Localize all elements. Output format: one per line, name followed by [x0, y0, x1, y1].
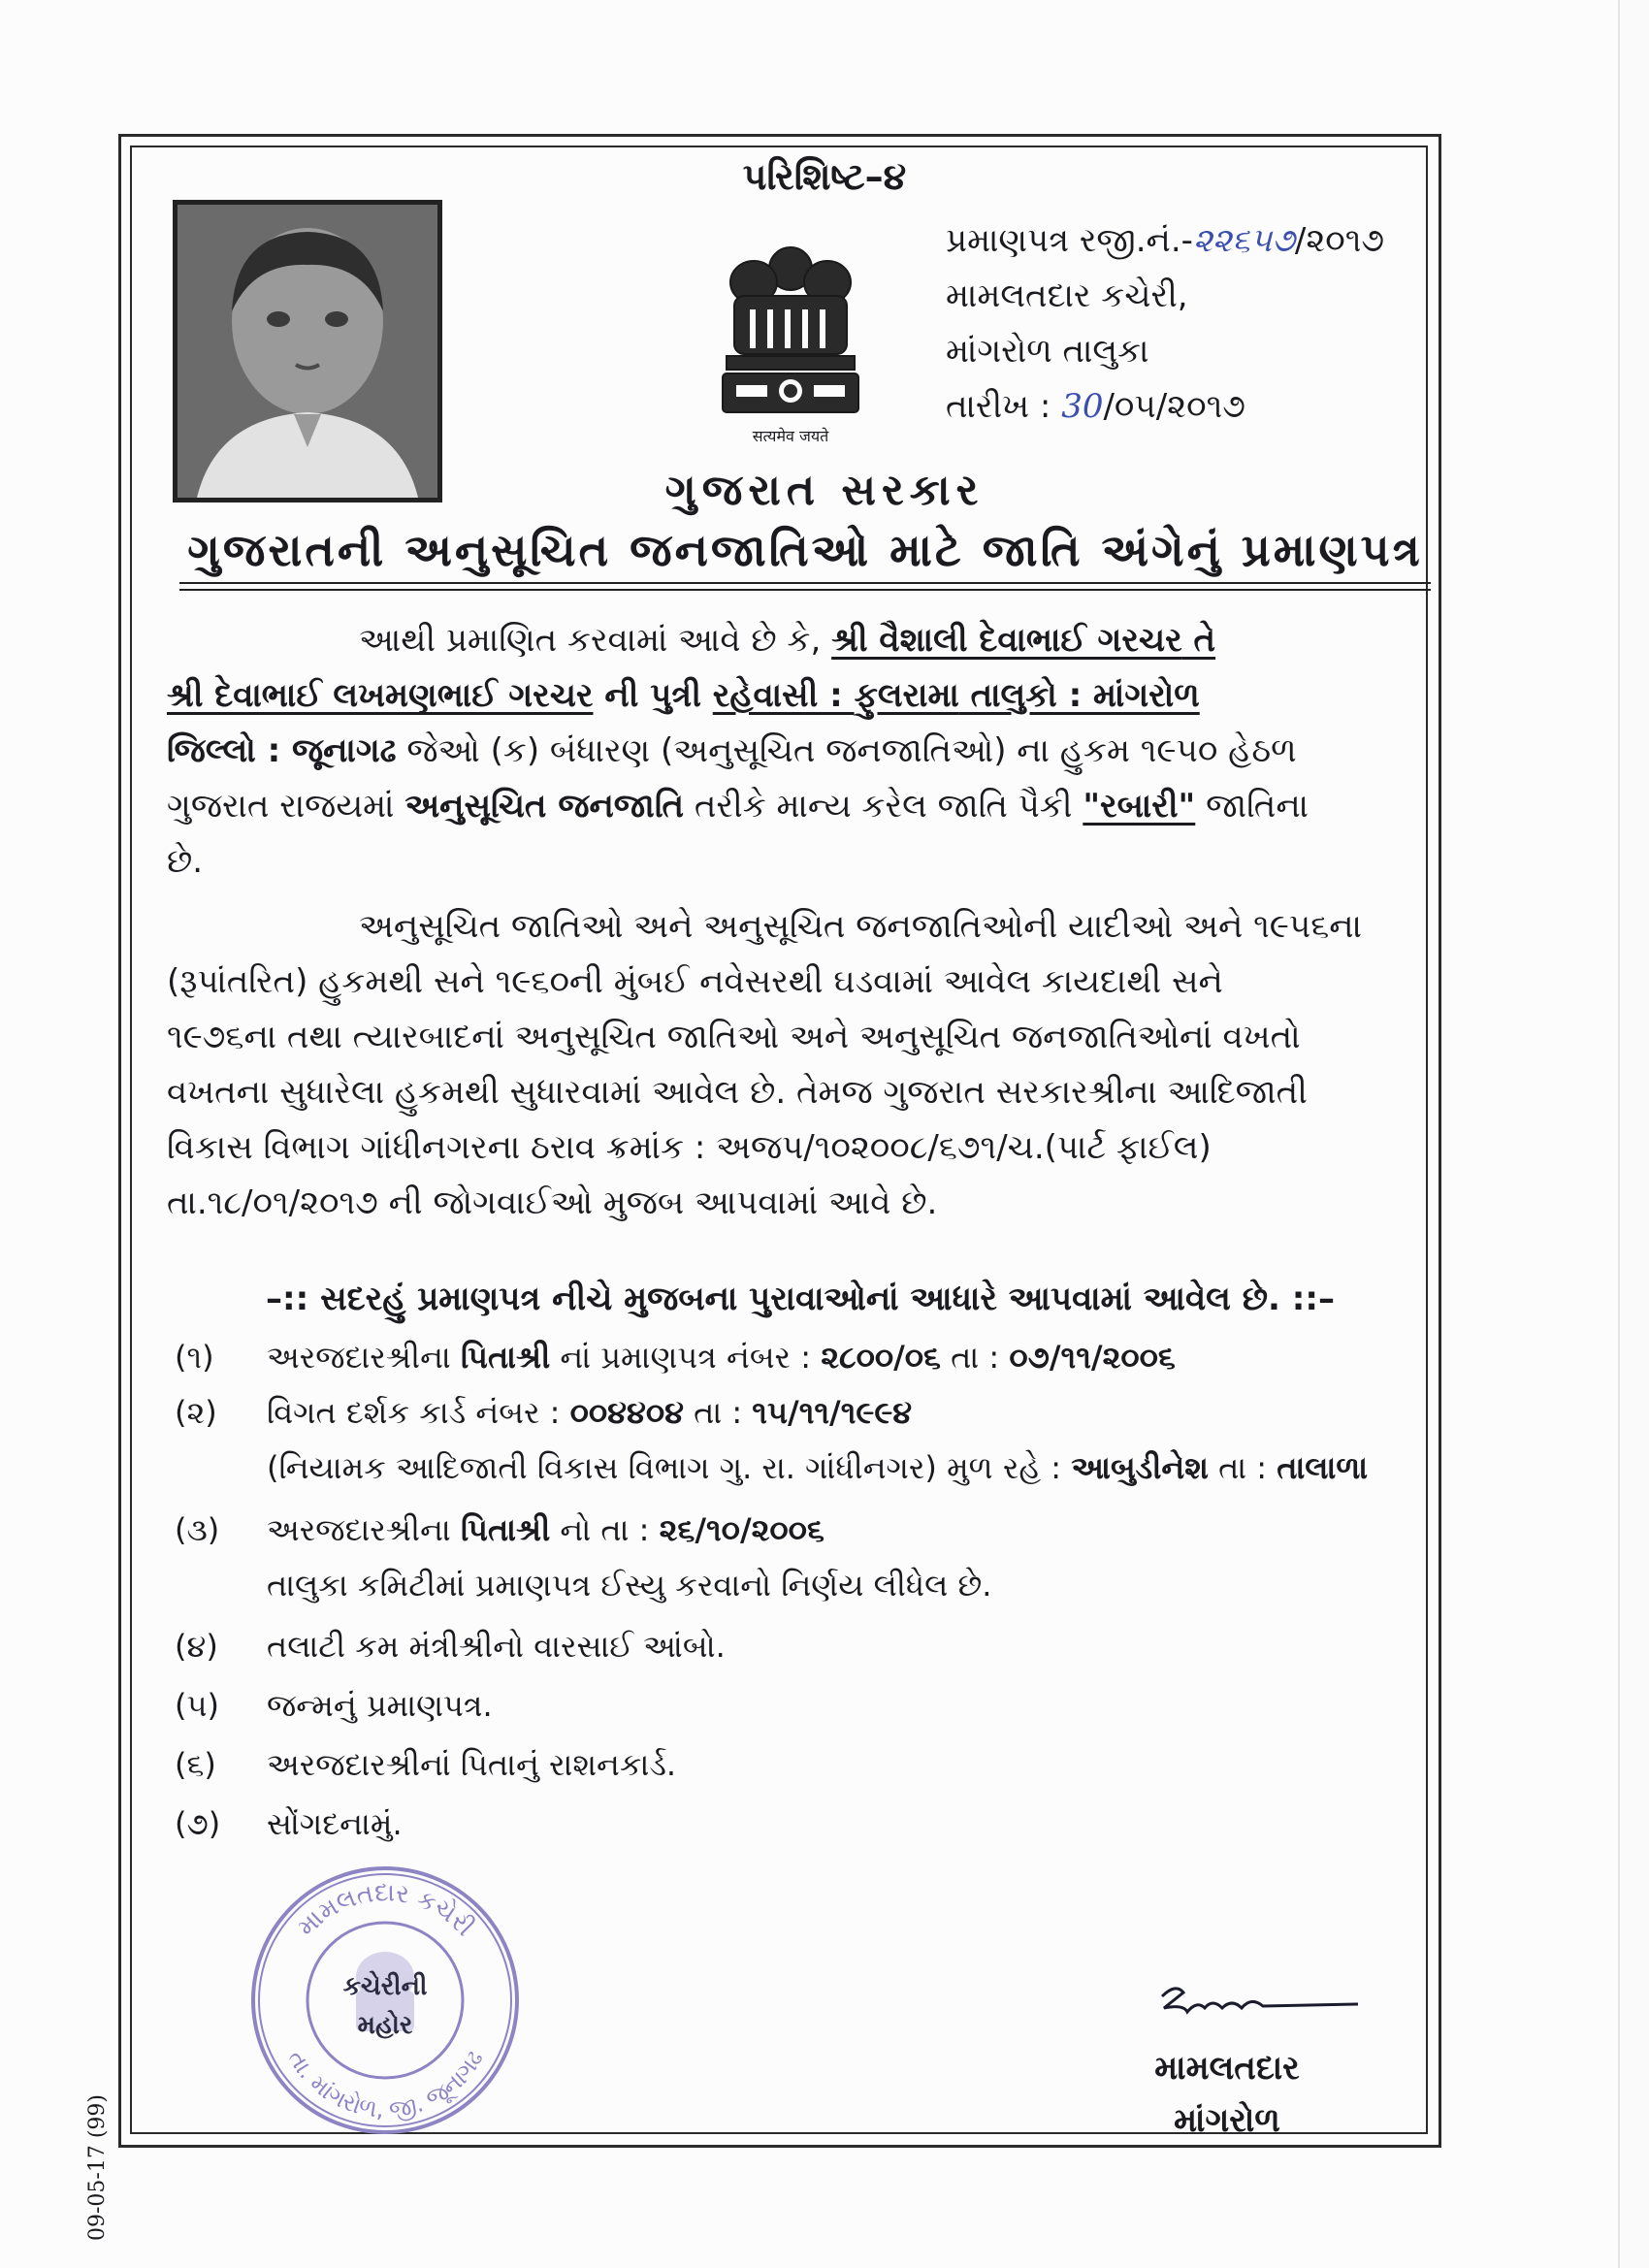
applicant-photo	[173, 200, 442, 502]
item-text: પિતાશ્રી	[460, 1511, 551, 1548]
para1-text: જેઓ (ક) બંધારણ (અનુસૂચિત જનજાતિઓ) ના હુકમ ૧૯૫૦ હેઠળ	[396, 731, 1297, 770]
item-number: (૫)	[175, 1687, 219, 1724]
evidence-item-3-detail: તાલુકા કમિટીમાં પ્રમાણપત્ર ઈસ્યુ કરવાનો નિર્ણય લીધેલ છે.	[267, 1567, 992, 1604]
para1-line3	[167, 731, 1297, 770]
seal-outer-top-text: મામલતદાર કચેરી	[292, 1878, 480, 1943]
para1-text: ગુજરાત રાજયમાં	[167, 787, 405, 826]
evidence-item-5	[175, 1687, 493, 1725]
signature	[1154, 1979, 1310, 2032]
evidence-item-7	[175, 1805, 403, 1843]
father-certificate-number: ૨૮૦૦/૦૬	[821, 1339, 941, 1376]
registration-year: /૨૦૧૭	[1294, 221, 1385, 260]
appendix-label: પરિશિષ્ટ–૪	[742, 155, 907, 198]
date-day: 30	[1061, 387, 1104, 426]
emblem-motto: सत्यमेव जयते	[752, 427, 829, 445]
caste-name: "રબારી"	[1083, 787, 1196, 826]
office-seal	[247, 1863, 524, 2139]
item-number: (૪)	[175, 1628, 218, 1665]
seal-center-line2: મહોર	[357, 2011, 413, 2040]
item-text: નો તા :	[550, 1511, 660, 1548]
office-name: મામલતદાર કચેરી,	[946, 276, 1188, 315]
para1-text: તે	[1181, 621, 1216, 660]
id-card-date: ૧૫/૧૧/૧૯૯૪	[752, 1394, 913, 1431]
father-name: શ્રી દેવાભાઈ લખમણભાઈ ગરચર	[167, 676, 594, 715]
taluka-label: તાલુકો :	[958, 676, 1093, 715]
para2-line2: (રૂપાંતરિત) હુકમથી સને ૧૯૬૦ની મુંબઈ નવેસરથી ઘડવામાં આવેલ કાયદાથી સને	[167, 962, 1223, 1001]
form-code: 09-05-17 (99)	[85, 2093, 110, 2241]
registration-number: ૨૨૬૫૭	[1192, 221, 1295, 260]
residence-label: રહેવાસી :	[712, 676, 855, 715]
item-text: તા :	[1208, 1449, 1277, 1486]
office-details	[946, 213, 1384, 435]
evidence-item-2-detail	[267, 1449, 1368, 1487]
para1-text: ની પુત્રી	[593, 676, 713, 715]
item-text: પિતાશ્રી	[460, 1339, 551, 1376]
registration-line	[946, 213, 1384, 269]
item-text: અરજદારશ્રીનાં પિતાનું રાશનકાર્ડ.	[267, 1746, 677, 1783]
signatory-place: માંગરોળ	[1174, 2101, 1280, 2140]
para1-text: આથી પ્રમાણિત કરવામાં આવે છે કે,	[359, 621, 832, 660]
para2-line3: ૧૯૭૬ના તથા ત્યારબાદનાં અનુસૂચિત જાતિઓ અને અનુસૂચિત જનજાતિઓનાં વખતો	[167, 1018, 1301, 1056]
item-number: (૨)	[175, 1394, 217, 1431]
item-number: (૧)	[175, 1339, 214, 1376]
evidence-item-3	[175, 1511, 824, 1549]
committee-date: ૨૬/૧૦/૨૦૦૬	[659, 1511, 824, 1548]
scheduled-tribe-label: અનુસૂચિત જનજાતિ	[404, 787, 685, 826]
para1-line2	[167, 676, 1200, 715]
date-label: તારીખ :	[946, 387, 1062, 426]
item-text: તા :	[683, 1394, 753, 1431]
item-text: અરજદારશ્રીના	[267, 1511, 461, 1548]
certificate-title: ગુજરાતની અનુસૂચિત જનજાતિઓ માટે જાતિ અંગેનું પ્રમાણપત્ર	[187, 524, 1423, 576]
signatory-block	[1096, 2042, 1358, 2147]
para2-line6: તા.૧૮/૦૧/૨૦૧૭ ની જોગવાઈઓ મુજબ આપવામાં આવે છે.	[167, 1183, 938, 1222]
para1-text: જાતિના	[1195, 787, 1309, 826]
date-line	[946, 379, 1384, 435]
date-month-year: /૦૫/૨૦૧૭	[1103, 387, 1245, 426]
village-name: ફુલરામા	[854, 676, 959, 715]
para2-line5: વિકાસ વિભાગ ગાંધીનગરના ઠરાવ ક્રમાંક : અજપ/૧૦૨૦૦૮/૬૭૧/ચ.(પાર્ટ ફાઈલ)	[167, 1128, 1212, 1167]
item-text: નાં પ્રમાણપત્ર નંબર :	[550, 1339, 822, 1376]
district-label: જિલ્લો :	[167, 731, 293, 770]
evidence-item-6	[175, 1746, 676, 1784]
district-name: જૂનાગઢ	[292, 731, 397, 770]
item-text: સોંગદનામું.	[267, 1805, 403, 1842]
evidence-item-1	[175, 1339, 1176, 1377]
father-certificate-date: ૦૭/૧૧/૨૦૦૬	[1009, 1339, 1176, 1376]
item-text: વિગત દર્શક કાર્ડ નંબર :	[267, 1394, 570, 1431]
applicant-name: શ્રી વૈશાલી દેવાભાઈ ગરચર	[831, 621, 1182, 660]
native-taluka: તાલાળા	[1277, 1449, 1369, 1486]
item-text: (નિયામક આદિજાતી વિકાસ વિભાગ ગુ. રા. ગાંધીનગર) મુળ રહે :	[267, 1449, 1072, 1486]
signatory-title: મામલતદાર	[1154, 2049, 1300, 2088]
para2-line1: અનુસૂચિત જાતિઓ અને અનુસૂચિત જનજાતિઓની યાદીઓ અને ૧૯૫૬ના	[359, 907, 1362, 946]
title-underline	[179, 582, 1431, 584]
para1-text: તરીકે માન્ય કરેલ જાતિ પૈકી	[684, 787, 1083, 826]
government-title: ગુજરાત સરકાર	[664, 466, 985, 515]
national-emblem	[713, 238, 868, 446]
taluka-name: માંગરોળ	[1093, 676, 1200, 715]
registration-label: પ્રમાણપત્ર રજી.નં.-	[946, 221, 1193, 260]
office-taluka: માંગરોળ તાલુકા	[946, 332, 1149, 371]
seal-outer-bottom-text: તા. માંગરોળ, જી. જૂનાગઢ	[282, 2045, 489, 2124]
para1-line1	[359, 621, 1215, 660]
id-card-number: ૦૦૪૪૦૪	[569, 1394, 684, 1431]
para2-line4: વખતના સુધારેલા હુકમથી સુધારવામાં આવેલ છે. તેમજ ગુજરાત સરકારશ્રીના આદિજાતી	[167, 1073, 1308, 1112]
item-number: (૬)	[175, 1746, 216, 1783]
item-number: (૩)	[175, 1511, 220, 1548]
para1-line4	[167, 787, 1309, 826]
evidence-heading: –:: સદરહું પ્રમાણપત્ર નીચે મુજબના પુરાવાઓનાં આધારે આપવામાં આવેલ છે. ::–	[266, 1280, 1335, 1318]
evidence-item-4	[175, 1628, 726, 1666]
item-text: અરજદારશ્રીના	[267, 1339, 461, 1376]
seal-center-line1: કચેરીની	[342, 1972, 428, 2001]
para1-line5: છે.	[167, 842, 204, 881]
item-text: તલાટી કમ મંત્રીશ્રીનો વારસાઈ આંબો.	[267, 1628, 726, 1665]
item-text: તા :	[940, 1339, 1010, 1376]
item-number: (૭)	[175, 1805, 221, 1842]
item-text: જન્મનું પ્રમાણપત્ર.	[267, 1687, 493, 1724]
evidence-item-2	[175, 1394, 912, 1432]
title-underline-2	[179, 589, 1431, 591]
native-village: આબુડીનેશ	[1071, 1449, 1209, 1486]
